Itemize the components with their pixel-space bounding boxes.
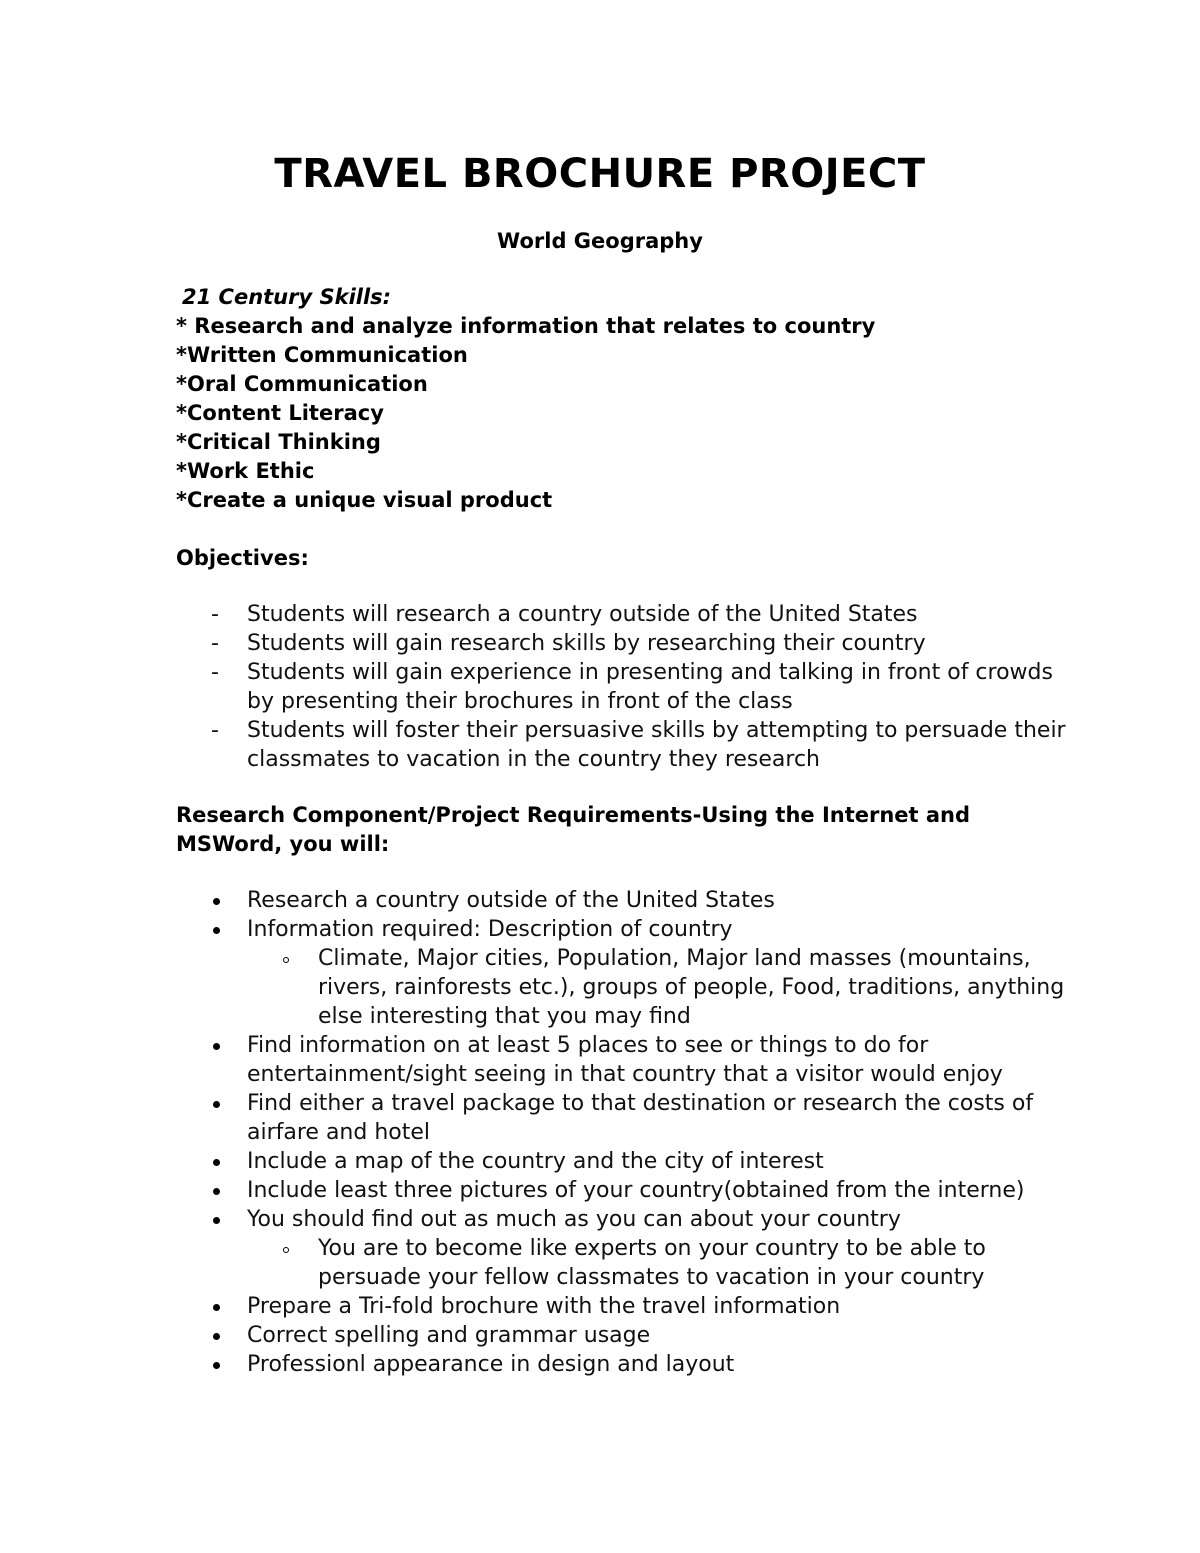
requirement-item [176,1350,1076,1379]
requirement-text: Find information on at least 5 places to see or things to do for entertainment/sight seeing in that country that a visitor would enjoy [247,1033,1003,1087]
requirement-item [176,886,1076,915]
requirement-text: Professionl appearance in design and layout [247,1352,735,1377]
objective-text: Students will gain research skills by researching their country [247,631,926,656]
requirement-text: Information required: Description of country [247,917,733,942]
requirement-item [176,1176,1076,1205]
requirements-list [176,886,1076,1379]
dash-marker: - [211,631,219,656]
requirement-text: Include least three pictures of your country(obtained from the interne) [247,1178,1025,1203]
requirement-text: Find either a travel package to that destination or research the costs of airfare and hotel [247,1091,1034,1145]
requirement-text: Climate, Major cities, Population, Major land masses (mountains, rivers, rainforests etc.), groups of people, Food, traditions, anything else interesting that you may find [318,946,1065,1029]
objectives-heading: Objectives: [176,546,309,570]
objective-text: Students will foster their persuasive skills by attempting to persuade their classmates to vacation in the country they research [247,718,1066,772]
skill-item: *Written Communication [176,343,468,367]
bullet-icon [213,927,220,934]
document-subtitle: World Geography [497,229,703,253]
bullet-icon [213,898,220,905]
bullet-icon [213,1159,220,1166]
skill-item: *Create a unique visual product [176,488,553,512]
dash-marker: - [211,660,219,685]
objective-text: Students will gain experience in presenting and talking in front of crowds by presenting their brochures in front of the class [247,660,1053,714]
requirement-item [176,1031,1076,1089]
hollow-bullet-icon [283,1247,289,1253]
skills-heading: 21 Century Skills: [182,285,392,309]
bullet-icon [213,1304,220,1311]
objectives-list [176,600,1076,774]
objective-text: Students will research a country outside of the United States [247,602,918,627]
requirement-item [176,1205,1076,1234]
requirement-subitem [176,944,1076,1031]
requirement-text: Include a map of the country and the city of interest [247,1149,824,1174]
requirement-subitem [176,1234,1076,1292]
objective-item [176,658,1076,716]
skill-item: *Work Ethic [176,459,315,483]
bullet-icon [213,1101,220,1108]
document-title: TRAVEL BROCHURE PROJECT [274,151,926,197]
requirement-item [176,1147,1076,1176]
requirement-item [176,1292,1076,1321]
dash-marker: - [211,602,219,627]
skills-section [176,283,1136,515]
dash-marker: - [211,718,219,743]
requirement-item [176,1321,1076,1350]
bullet-icon [213,1362,220,1369]
bullet-icon [213,1043,220,1050]
objective-item [176,716,1076,774]
objective-item [176,629,1076,658]
requirement-text: You should find out as much as you can about your country [247,1207,901,1232]
requirement-item [176,1089,1076,1147]
requirement-text: Prepare a Tri-fold brochure with the travel information [247,1294,841,1319]
objective-item [176,600,1076,629]
skill-item: * Research and analyze information that relates to country [176,314,876,338]
bullet-icon [213,1333,220,1340]
requirement-text: Research a country outside of the United States [247,888,775,913]
requirement-item [176,915,1076,944]
bullet-icon [213,1217,220,1224]
bullet-icon [213,1188,220,1195]
skill-item: *Critical Thinking [176,430,381,454]
requirement-text: Correct spelling and grammar usage [247,1323,651,1348]
skill-item: *Oral Communication [176,372,428,396]
skill-item: *Content Literacy [176,401,384,425]
requirement-text: You are to become like experts on your country to be able to persuade your fellow classmates to vacation in your country [318,1236,986,1290]
requirements-heading: Research Component/Project Requirements-Using the Internet and MSWord, you will: [176,803,971,856]
hollow-bullet-icon [283,957,289,963]
